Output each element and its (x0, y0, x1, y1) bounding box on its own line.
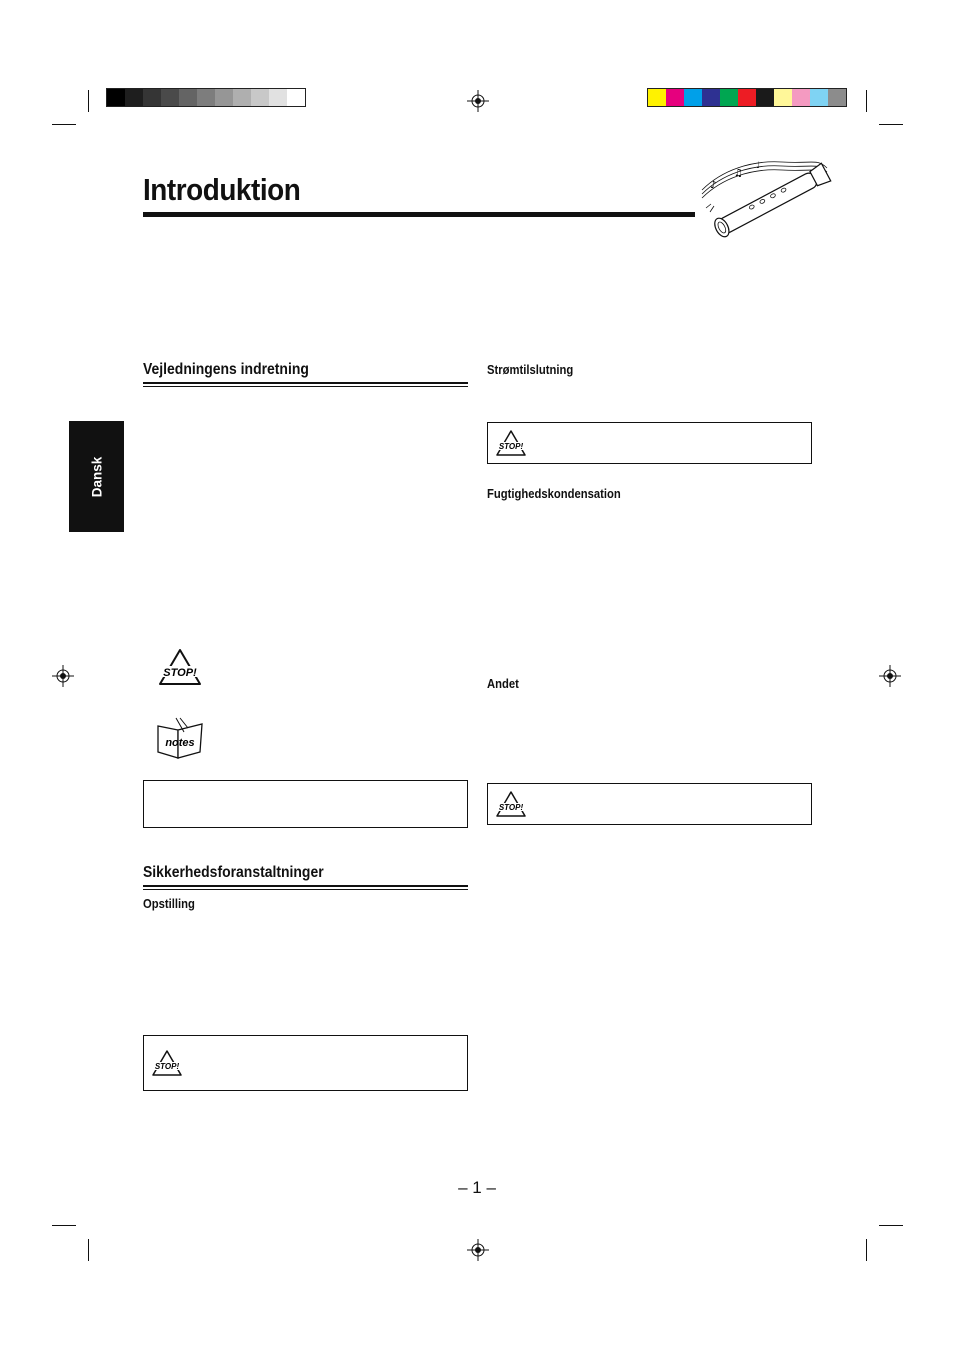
section-rule (143, 885, 468, 887)
svg-text:♪: ♪ (710, 180, 717, 191)
calibration-swatch (125, 89, 143, 106)
subheading-other: Andet (487, 677, 519, 691)
stop-icon (494, 430, 528, 458)
flute-illustration-icon (692, 150, 834, 238)
svg-text:♩: ♩ (756, 161, 761, 171)
calibration-swatch (810, 89, 828, 106)
calibration-swatch (756, 89, 774, 106)
section-heading-safety: Sikkerhedsforanstaltninger (143, 864, 324, 881)
subheading-condensation: Fugtighedskondensation (487, 487, 621, 501)
calibration-swatch (702, 89, 720, 106)
calibration-swatch (107, 89, 125, 106)
calibration-swatch (774, 89, 792, 106)
calibration-swatch (233, 89, 251, 106)
gray-calibration-bar (106, 88, 306, 107)
calibration-swatch (161, 89, 179, 106)
registration-mark-icon (467, 90, 489, 112)
note-box (143, 780, 468, 828)
svg-text:STOP!: STOP! (154, 1062, 180, 1071)
crop-mark (879, 1225, 903, 1226)
registration-mark-icon (52, 665, 74, 687)
svg-text:♫: ♫ (734, 168, 743, 179)
section-rule (143, 382, 468, 384)
section-heading-guide: Vejledningens indretning (143, 361, 309, 378)
page-title: Introduktion (143, 172, 301, 207)
calibration-swatch (215, 89, 233, 106)
language-tab-label: Dansk (89, 456, 104, 497)
crop-mark (88, 90, 89, 112)
registration-mark-icon (467, 1239, 489, 1261)
notes-icon (154, 716, 206, 760)
calibration-swatch (666, 89, 684, 106)
calibration-swatch (269, 89, 287, 106)
crop-mark (866, 90, 867, 112)
calibration-swatch (828, 89, 846, 106)
section-rule (143, 386, 468, 387)
svg-text:STOP!: STOP! (498, 803, 524, 812)
subheading-opstilling: Opstilling (143, 897, 195, 911)
calibration-swatch (738, 89, 756, 106)
calibration-swatch (287, 89, 305, 106)
section-rule (143, 889, 468, 890)
calibration-swatch (143, 89, 161, 106)
crop-mark (866, 1239, 867, 1261)
crop-mark (52, 124, 76, 125)
svg-text:STOP!: STOP! (498, 442, 524, 451)
calibration-swatch (179, 89, 197, 106)
subheading-power: Strømtilslutning (487, 363, 574, 377)
page-number: – 1 – (458, 1178, 496, 1197)
warning-box (143, 1035, 468, 1091)
svg-text:notes: notes (165, 737, 195, 749)
stop-icon (494, 791, 528, 819)
registration-mark-icon (879, 665, 901, 687)
language-tab (69, 421, 124, 532)
stop-icon (150, 1050, 184, 1078)
calibration-swatch (720, 89, 738, 106)
calibration-swatch (251, 89, 269, 106)
title-rule (143, 212, 695, 217)
calibration-swatch (197, 89, 215, 106)
warning-box (487, 422, 812, 464)
svg-text:STOP!: STOP! (163, 667, 197, 679)
calibration-swatch (792, 89, 810, 106)
calibration-swatch (648, 89, 666, 106)
calibration-swatch (684, 89, 702, 106)
crop-mark (879, 124, 903, 125)
crop-mark (88, 1239, 89, 1261)
stop-icon (156, 648, 204, 688)
crop-mark (52, 1225, 76, 1226)
warning-box (487, 783, 812, 825)
color-calibration-bar (647, 88, 847, 107)
